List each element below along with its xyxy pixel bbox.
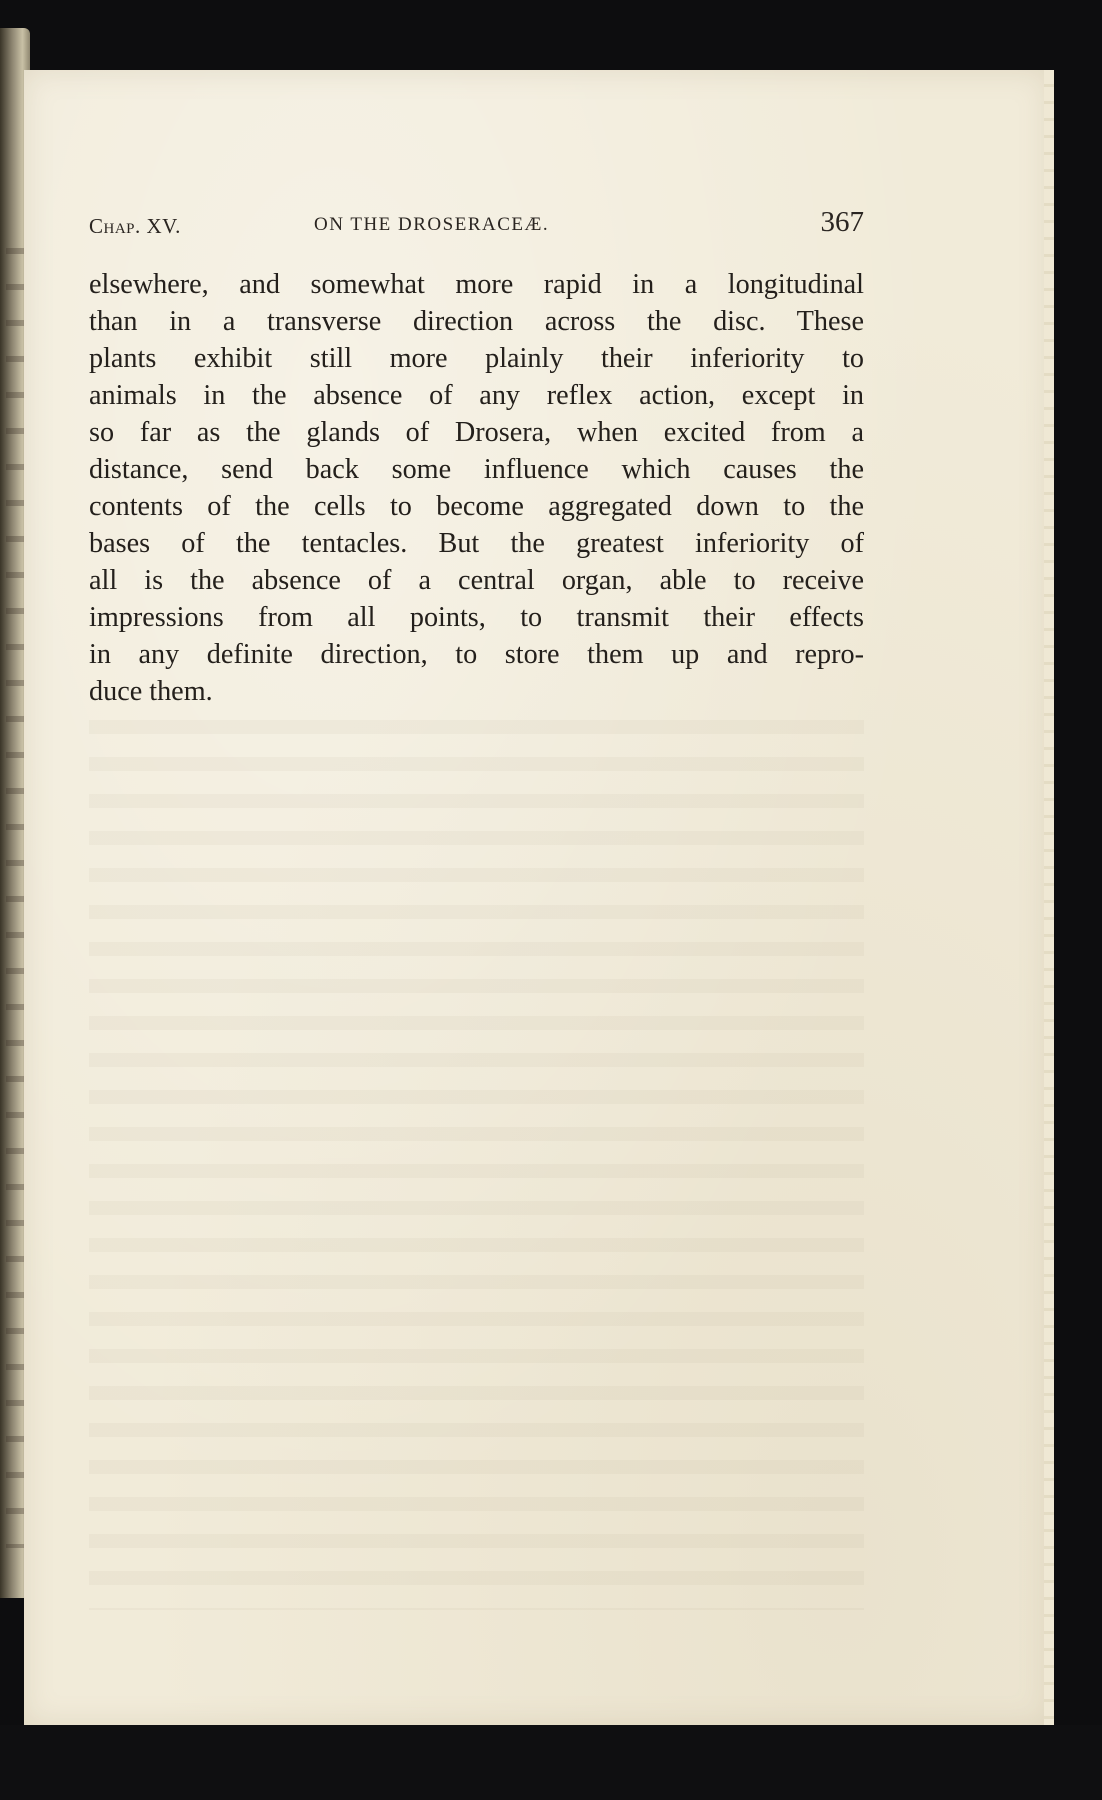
text-line: impressions from all points, to transmit their effects [89,602,864,633]
page-deckle-edge [1044,70,1054,1725]
text-line: animals in the absence of any reflex action, except in [89,380,864,411]
text-line: distance, send back some influence which causes the [89,454,864,485]
text-line: contents of the cells to become aggregated down to the [89,491,864,522]
body-paragraph [89,266,864,710]
chapter-title: ON THE DROSERACEÆ. [314,214,550,235]
scan-background [0,1725,1102,1800]
text-line: duce them. [89,676,213,707]
text-line: plants exhibit still more plainly their inferiority to [89,343,864,374]
book-page [24,70,1048,1725]
text-line: in any definite direction, to store them up and repro- [89,639,864,670]
page-number: 367 [820,206,864,238]
text-line: than in a transverse direction across the disc. These [89,306,864,337]
text-line: elsewhere, and somewhat more rapid in a longitudinal [89,269,864,300]
text-line: bases of the tentacles. But the greatest inferiority of [89,528,864,559]
text-line: all is the absence of a central organ, able to receive [89,565,864,596]
text-line: so far as the glands of Drosera, when excited from a [89,417,864,448]
bleed-through-texture [89,710,864,1610]
chapter-label: Chap. XV. [89,214,181,238]
running-head [89,206,864,242]
